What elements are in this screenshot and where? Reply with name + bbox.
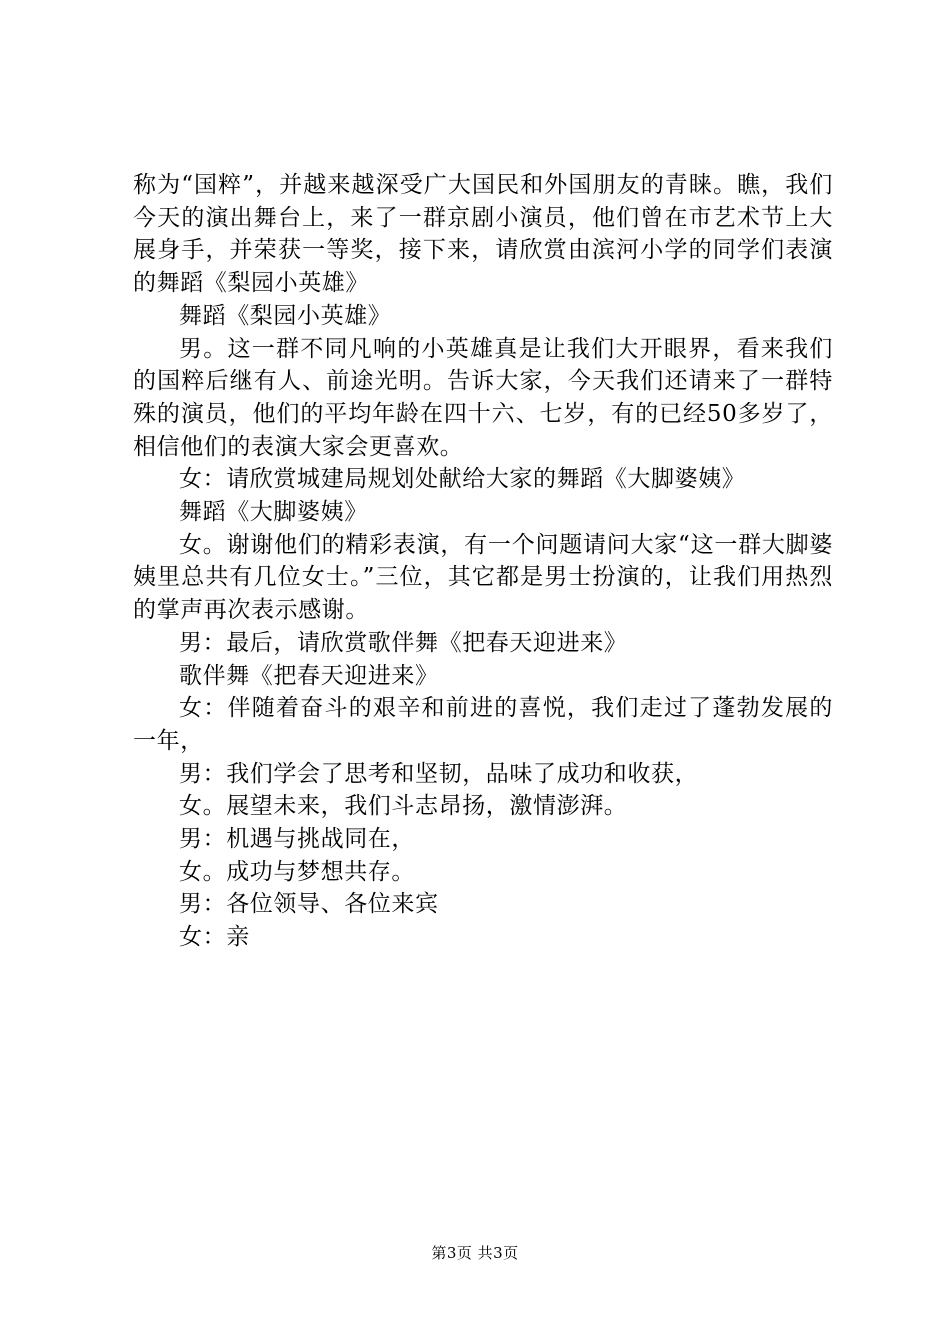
paragraph: 称为“国粹”，并越来越深受广大国民和外国朋友的青睐。瞧，我们今天的演出舞台上，来了一群京剧小演员，他们曾在市艺术节上大展身手，并荣获一等奖，接下来，请欣赏由滨河小学的同学们表演的舞蹈《梨园小英雄》	[133, 172, 833, 297]
paragraph: 女：请欣赏城建局规划处献给大家的舞蹈《大脚婆姨》	[179, 466, 746, 493]
paragraph: 女：伴随着奋斗的艰辛和前进的喜悦，我们走过了蓬勃发展的一年，	[133, 695, 833, 754]
paragraph: 男：我们学会了思考和坚韧，品味了成功和收获，	[179, 760, 699, 787]
paragraph: 舞蹈《梨园小英雄》	[179, 302, 392, 329]
paragraph: 男。这一群不同凡响的小英雄真是让我们大开眼界，看来我们的国粹后继有人、前途光明。告诉大家，今天我们还请来了一群特殊的演员，他们的平均年龄在四十六、七岁，有的已经50多岁了，相信他们的表演大家会更喜欢。	[133, 335, 833, 460]
document-body	[133, 169, 833, 954]
paragraph: 女。展望未来，我们斗志昂扬，激情澎湃。	[179, 793, 628, 820]
paragraph: 男：各位领导、各位来宾	[179, 891, 439, 918]
paragraph: 女。成功与梦想共存。	[179, 858, 415, 885]
paragraph: 男：机遇与挑战同在，	[179, 826, 415, 853]
paragraph: 女。谢谢他们的精彩表演，有一个问题请问大家“这一群大脚婆姨里总共有几位女士。”三位，其它都是男士扮演的，让我们用热烈的掌声再次表示感谢。	[133, 531, 833, 624]
paragraph: 女：亲	[179, 924, 250, 951]
paragraph: 歌伴舞《把春天迎进来》	[179, 662, 439, 689]
paragraph: 舞蹈《大脚婆姨》	[179, 499, 368, 526]
page-number-footer: 第3页 共3页	[431, 1244, 519, 1262]
paragraph: 男：最后，请欣赏歌伴舞《把春天迎进来》	[179, 629, 628, 656]
